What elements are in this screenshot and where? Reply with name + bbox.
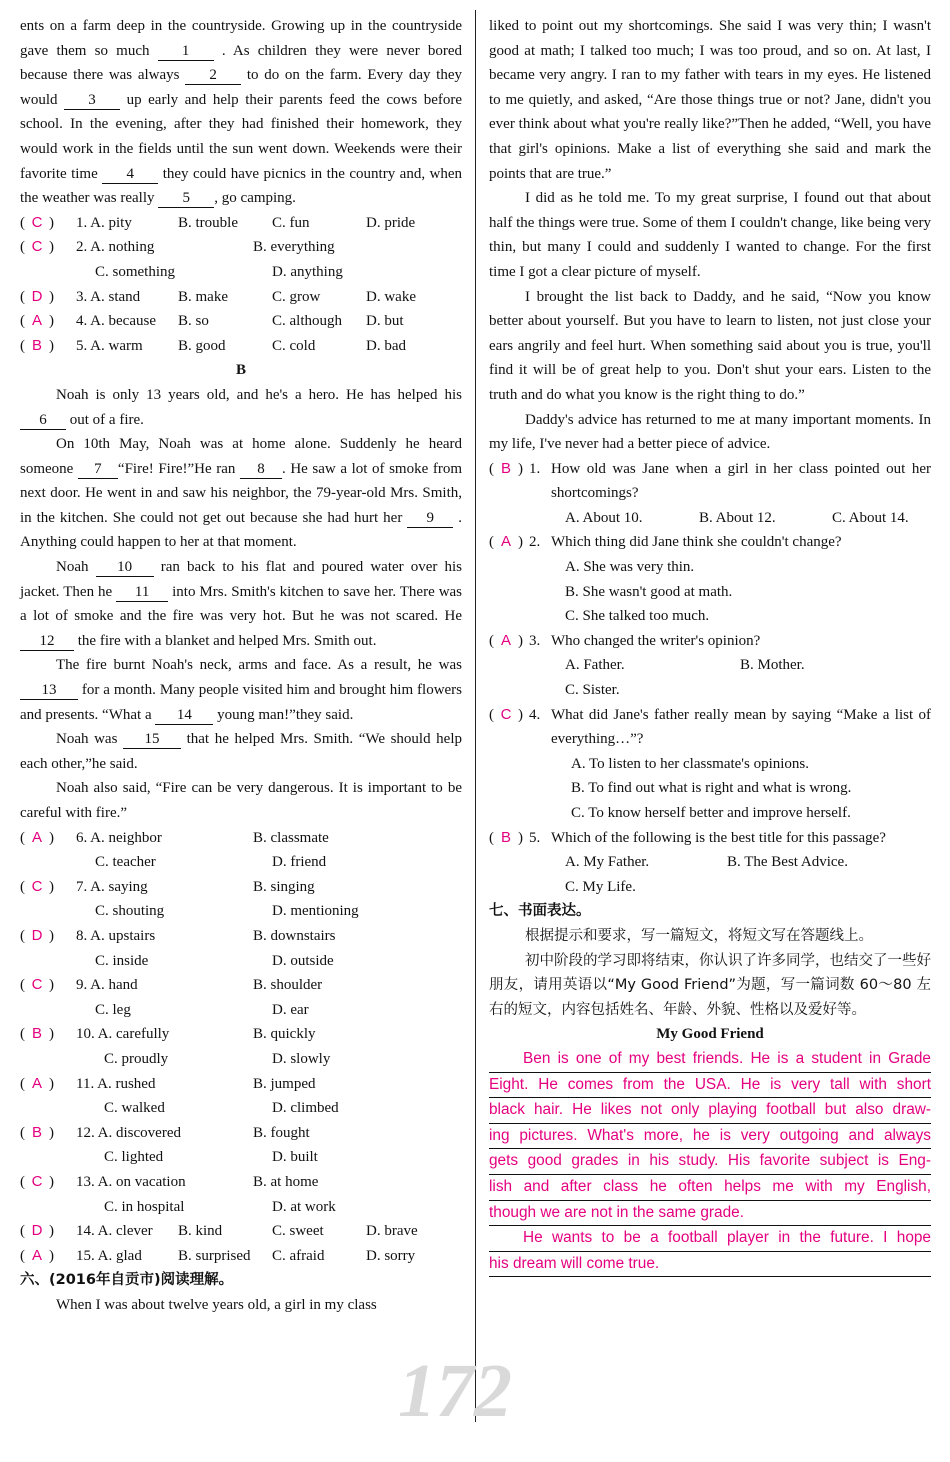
- answer-11: A: [31, 1074, 42, 1092]
- question-13: ( C ) 13. A. on vacation B. at home: [20, 1170, 462, 1195]
- blank-1[interactable]: 1: [158, 42, 214, 61]
- question-6: ( A ) 6. A. neighbor B. classmate: [20, 826, 462, 851]
- question-12: ( B ) 12. A. discovered B. fought: [20, 1121, 462, 1146]
- question-7-options: C. shouting D. mentioning: [95, 903, 359, 920]
- blank-10[interactable]: 10: [96, 558, 154, 577]
- answer-13: C: [31, 1172, 43, 1190]
- blank-3[interactable]: 3: [64, 91, 120, 110]
- questions-b-list: [20, 826, 462, 1220]
- essay-answer[interactable]: Ben is one of my best friends. He is a student in Grade Eight. He comes from the USA. He is very tall with short black hair. He likes not only playing football but also draw- ing pictures. What's more, he is very outgoing and always gets good grades in his study. His favorite subject is Eng- lish and after class he often helps me with my English, though we are not in the same grade. He wants to be a football player in the future. I hope his dream will come true.: [489, 1047, 931, 1277]
- reading-question-5: ( B ) 5. Which of the following is the best title for this passage?: [489, 826, 931, 851]
- answer-12: B: [31, 1123, 42, 1141]
- passage-b-paragraph-4: The fire burnt Noah's neck, arms and face. As a result, he was 13 for a month. Many people visited him and brought him flowers and presents. “What a 14 young man!”they said.: [20, 657, 463, 723]
- question-9-options: C. leg D. ear: [95, 1001, 309, 1018]
- essay-title: My Good Friend: [656, 1026, 764, 1043]
- passage-a-paragraph: ents on a farm deep in the countryside. Growing up in the countryside gave them so much 1 . As children they were never bored because there was always 2 to do on the farm. Every day they would 3 up early and help their parents feed the cows before school. In the evening, after they had finished their homework, they would work in the fields until the sun went down. Weekends were their favorite time 4 they could have picnics in the country and, when the weather was really 5 , go camping.: [20, 18, 463, 207]
- answer-1: C: [31, 213, 43, 231]
- reading-paragraph-2: I did as he told me. To my great surprise, I found out that about half the things were true. Some of them I couldn't change, like being very thin, but many I could and suddenly I wanted to change. For the first time I got a clear picture of myself.: [489, 190, 931, 280]
- question-6-options: C. teacher D. friend: [95, 854, 327, 871]
- question-11: ( A ) 11. A. rushed B. jumped: [20, 1072, 462, 1097]
- reading-question-4: ( C ) 4. What did Jane's father really mean by saying “Make a list of everything…”?: [489, 703, 931, 752]
- blank-15[interactable]: 15: [123, 730, 181, 749]
- section-6-heading: 六、(2016年自贡市)阅读理解。: [20, 1272, 234, 1289]
- reading-answer-3: A: [500, 631, 511, 649]
- blank-8[interactable]: 8: [240, 460, 282, 479]
- right-column: liked to point out my shortcomings. She said I was very thin; I wasn't good at math; I talked too much; I was too proud, and so on. At last, I became very angry. I ran to my father with tears in my eyes. He listened to me quietly, and asked, “Are those things true or not? Jane, didn't you ever think about what you're really like?”Then he added, “Well, you have that girl's opinions. Make a list of everything she said and mark the points that are true.” I did as he told me. To my great surprise, I found out that about half the things were true. Some of them I couldn't change, like being very thin, but many I could and suddenly I wanted to change. For the first time I got a clear picture of myself. I brought the list back to Daddy, and he said, “Now you know better about yourself. But you have to learn to listen, not just close your ears angrily and feel hurt. When something said about you is true, you'll find it will be of great help to you. Don't shut your ears. Listen to the truth and do what you know is the right thing to do.” Daddy's advice has returned to me at many important moments. In my life, I've never had a better piece of advice. ( B ) 1. How old was Jane when a girl in her class pointed out her shortcomings? A. About 10. B. About 12. C. About 14. ( A ) 2. Which thing did Jane think she couldn't change? A. She was very thin. B. She wasn't good at math. C. She talked too much. ( A ) 3. Who changed the writer's opinion? A. Father. B. Mother. C. Sister. ( C ) 4. What did Jane's father really mean by saying “Make a list of everything…”? A. To listen to her classmate's opinions. B. To find out what is right and what is wrong. C. To know herself better and improve herself. ( B ) 5. Which of the following is the best title for this passage? A. My Father. B. The Best Advice. C. My Life. 七、书面表达。 根据提示和要求，写一篇短文，将短文写在答题线上。 初中阶段的学习即将结束，你认识了许多同学，也结交了一些好朋友，请用英语以“My Good Friend”为题，写一篇词数 60～80 左右的短文，内容包括姓名、年龄、外貌、性格以及爱好等。 My Good Friend Ben is one of my best friends. He is a student in Grade Eight. He comes from the USA. He is very tall with short black hair. He likes not only playing football but also draw- ing pictures. What's more, he is very outgoing and always gets good grades in his study. His favorite subject is Eng- lish and after class he often helps me with my English, though we are not in the same grade. He wants to be a football player in the future. I hope his dream will come true.: [489, 14, 931, 1277]
- question-9: ( C ) 9. A. hand B. shoulder: [20, 973, 462, 998]
- question-4: ( A ) 4. A. because B. so C. although D. but: [20, 309, 462, 334]
- blank-5[interactable]: 5: [158, 189, 214, 208]
- reading-paragraph-1: liked to point out my shortcomings. She said I was very thin; I wasn't good at math; I talked too much; I was too proud, and so on. At last, I became very angry. I ran to my father with tears in my eyes. He listened to me quietly, and asked, “Are those things true or not? Jane, didn't you ever think about what you're really like?”Then he added, “Well, you have that girl's opinions. Make a list of everything she said and mark the points that are true.”: [489, 18, 931, 182]
- reading-answer-4: C: [500, 705, 512, 723]
- question-10-options: C. proudly D. slowly: [104, 1050, 331, 1067]
- reading-answer-2: A: [500, 533, 511, 551]
- answer-15: A: [31, 1246, 42, 1264]
- blank-11[interactable]: 11: [116, 583, 168, 602]
- reading-answer-5: B: [500, 828, 511, 846]
- question-2: ( C ) 2. A. nothing B. everything: [20, 235, 462, 260]
- reading-question-3: ( A ) 3. Who changed the writer's opinion?: [489, 629, 931, 654]
- answer-9: C: [31, 976, 43, 994]
- blank-4[interactable]: 4: [102, 165, 158, 184]
- question-12-options: C. lighted D. built: [104, 1149, 318, 1166]
- question-5: ( B ) 5. A. warm B. good C. cold D. bad: [20, 334, 462, 359]
- blank-2[interactable]: 2: [185, 66, 241, 85]
- question-2-options: C. something D. anything: [95, 263, 343, 280]
- question-14: ( D ) 14. A. clever B. kind C. sweet D. brave: [20, 1219, 462, 1244]
- blank-9[interactable]: 9: [407, 509, 453, 528]
- question-8-options: C. inside D. outside: [95, 952, 334, 969]
- reading-question-1: ( B ) 1. How old was Jane when a girl in her class pointed out her shortcomings?: [489, 457, 931, 506]
- answer-6: A: [31, 828, 42, 846]
- question-1: ( C ) 1. A. pity B. trouble C. fun D. pride: [20, 211, 462, 236]
- answer-2: C: [31, 238, 43, 256]
- writing-instruction-2: 初中阶段的学习即将结束，你认识了许多同学，也结交了一些好朋友，请用英语以“My Good Friend”为题，写一篇词数 60～80 左右的短文，内容包括姓名、年龄、外貌、性格以及爱好等。: [489, 952, 931, 1018]
- reading-question-2: ( A ) 2. Which thing did Jane think she couldn't change?: [489, 530, 931, 555]
- passage-b-paragraph-5: Noah was 15 that he helped Mrs. Smith. “We should help each other,”he said.: [20, 731, 463, 772]
- blank-6[interactable]: 6: [20, 411, 66, 430]
- reading-paragraph-3: I brought the list back to Daddy, and he said, “Now you know better about yourself. But you have to learn to listen, not just close your ears angrily and feel hurt. When something said about you is true, you'll find it will be of great help to you. Don't shut your ears. Listen to the truth and do what you know is the right thing to do.”: [489, 288, 931, 403]
- blank-14[interactable]: 14: [155, 706, 213, 725]
- column-divider: [475, 10, 476, 1422]
- answer-7: C: [31, 877, 43, 895]
- question-8: ( D ) 8. A. upstairs B. downstairs: [20, 924, 462, 949]
- question-10: ( B ) 10. A. carefully B. quickly: [20, 1022, 462, 1047]
- passage-b-paragraph-6: Noah also said, “Fire can be very dangerous. It is important to be careful with fire.”: [20, 780, 462, 821]
- reading-answer-1: B: [500, 459, 511, 477]
- question-13-options: C. in hospital D. at work: [104, 1198, 336, 1215]
- answer-3: D: [31, 287, 43, 305]
- question-15: ( A ) 15. A. glad B. surprised C. afraid D. sorry: [20, 1244, 462, 1269]
- page-number: 172: [398, 1349, 512, 1433]
- blank-13[interactable]: 13: [20, 681, 78, 700]
- passage-b-paragraph-1: Noah is only 13 years old, and he's a hero. He has helped his 6 out of a fire.: [20, 383, 462, 432]
- reading-passage-start: When I was about twelve years old, a girl in my class: [56, 1296, 377, 1313]
- blank-12[interactable]: 12: [20, 632, 74, 651]
- writing-instruction-1: 根据提示和要求，写一篇短文，将短文写在答题线上。: [525, 927, 873, 944]
- blank-7[interactable]: 7: [78, 460, 118, 479]
- question-7: ( C ) 7. A. saying B. singing: [20, 875, 462, 900]
- left-column: [20, 14, 462, 1317]
- passage-b-paragraph-2: On 10th May, Noah was at home alone. Suddenly he heard someone 7 “Fire! Fire!”He ran 8 . He saw a lot of smoke from next door. He went in and saw his neighbor, the 79-year-old Mrs. Smith, in the kitchen. She could not get out because she had hurt her 9 . Anything could happen to her at that moment.: [20, 436, 463, 551]
- answer-8: D: [31, 926, 43, 944]
- section-7-heading: 七、书面表达。: [489, 903, 591, 920]
- answer-10: B: [31, 1025, 42, 1043]
- section-b-heading: B: [235, 362, 246, 379]
- answer-5: B: [31, 336, 42, 354]
- question-3: ( D ) 3. A. stand B. make C. grow D. wake: [20, 285, 462, 310]
- reading-question-1-options: A. About 10. B. About 12. C. About 14.: [565, 509, 909, 526]
- answer-4: A: [31, 312, 42, 330]
- reading-paragraph-4: Daddy's advice has returned to me at many important moments. In my life, I've never had a better piece of advice.: [489, 411, 931, 453]
- answer-14: D: [31, 1222, 43, 1240]
- passage-b-paragraph-3: Noah 10 ran back to his flat and poured water over his jacket. Then he 11 into Mrs. Smith's kitchen to save her. There was a lot of smoke and the fire was very hot. But he was not scared. He 12 the fire with a blanket and helped Mrs. Smith out.: [20, 559, 463, 649]
- question-11-options: C. walked D. climbed: [104, 1100, 339, 1117]
